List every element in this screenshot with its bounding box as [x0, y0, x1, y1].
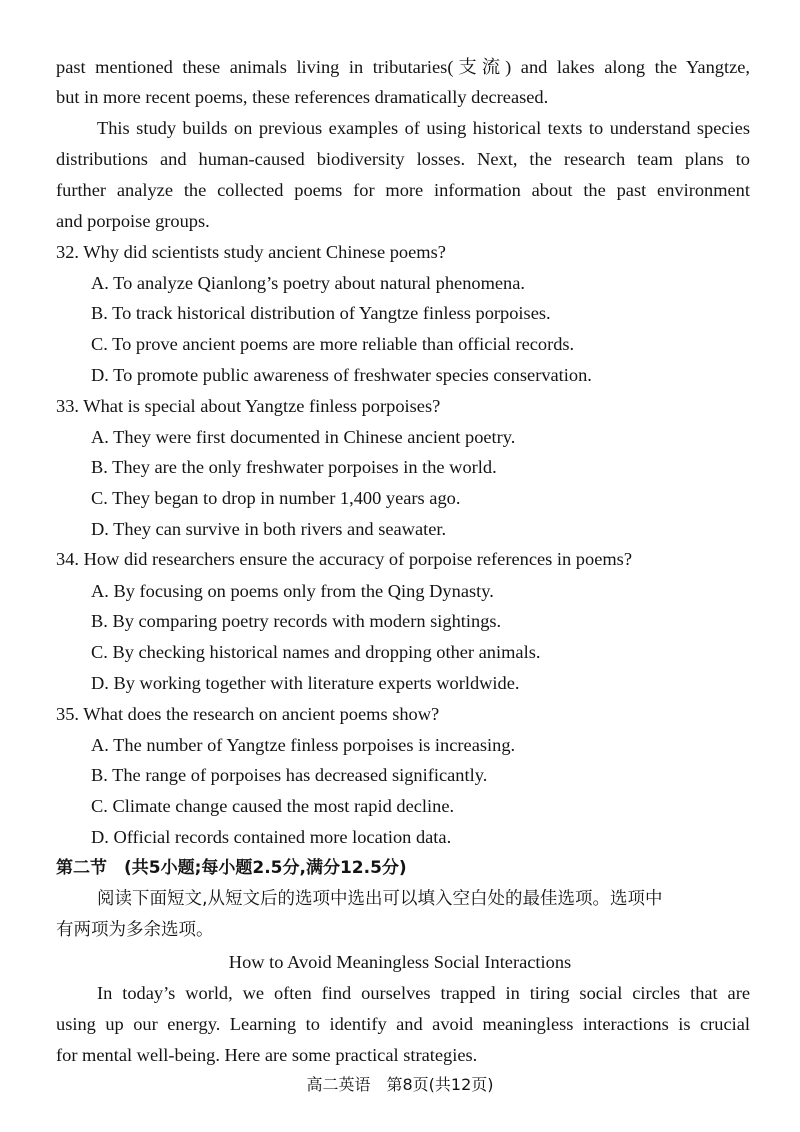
passage-line: This study builds on previous examples of using historical texts to understand species: [97, 118, 750, 138]
passage-line: further analyze the collected poems for more information about the past environment: [56, 180, 750, 200]
passage-line: past mentioned these animals living in tributaries(支流) and lakes along the Yangtze,: [56, 57, 750, 77]
answer-option: A. To analyze Qianlong’s poetry about natural phenomena.: [91, 273, 526, 293]
answer-option: A. By focusing on poems only from the Qing Dynasty.: [91, 581, 494, 601]
answer-option: A. The number of Yangtze finless porpoises is increasing.: [91, 735, 516, 755]
page-footer: 高二英语 第8页(共12页): [306, 1075, 494, 1094]
passage-line: using up our energy. Learning to identify and avoid meaningless interactions is crucial: [56, 1014, 750, 1034]
answer-option: D. They can survive in both rivers and seawater.: [91, 519, 447, 539]
answer-option: C. To prove ancient poems are more reliable than official records.: [91, 334, 575, 354]
answer-option: A. They were first documented in Chinese ancient poetry.: [91, 427, 516, 447]
answer-option: B. They are the only freshwater porpoises in the world.: [91, 457, 497, 477]
answer-option: B. The range of porpoises has decreased significantly.: [91, 765, 488, 785]
passage-line: and porpoise groups.: [56, 211, 210, 231]
passage-line: In today’s world, we often find ourselves trapped in tiring social circles that are: [97, 983, 750, 1003]
answer-option: D. By working together with literature experts worldwide.: [91, 673, 520, 693]
answer-option: D. To promote public awareness of freshwater species conservation.: [91, 365, 592, 385]
answer-option: B. To track historical distribution of Yangtze finless porpoises.: [91, 303, 551, 323]
question-stem: 35. What does the research on ancient poems show?: [56, 704, 440, 724]
question-stem: 33. What is special about Yangtze finless porpoises?: [56, 396, 441, 416]
answer-option: C. By checking historical names and dropping other animals.: [91, 642, 541, 662]
section-instructions: 阅读下面短文,从短文后的选项中选出可以填入空白处的最佳选项。选项中: [97, 889, 663, 909]
section-instructions: 有两项为多余选项。: [56, 920, 214, 940]
passage-title: How to Avoid Meaningless Social Interactions: [228, 952, 572, 972]
answer-option: C. Climate change caused the most rapid decline.: [91, 796, 455, 816]
section-heading: 第二节 (共5小题;每小题2.5分,满分12.5分): [56, 858, 407, 878]
answer-option: D. Official records contained more location data.: [91, 827, 452, 847]
passage-line: but in more recent poems, these references dramatically decreased.: [56, 87, 549, 107]
passage-line: for mental well-being. Here are some practical strategies.: [56, 1045, 478, 1065]
answer-option: B. By comparing poetry records with modern sightings.: [91, 611, 502, 631]
question-stem: 32. Why did scientists study ancient Chinese poems?: [56, 242, 446, 262]
passage-line: distributions and human-caused biodiversity losses. Next, the research team plans to: [56, 149, 750, 169]
question-stem: 34. How did researchers ensure the accuracy of porpoise references in poems?: [56, 549, 632, 569]
answer-option: C. They began to drop in number 1,400 years ago.: [91, 488, 461, 508]
